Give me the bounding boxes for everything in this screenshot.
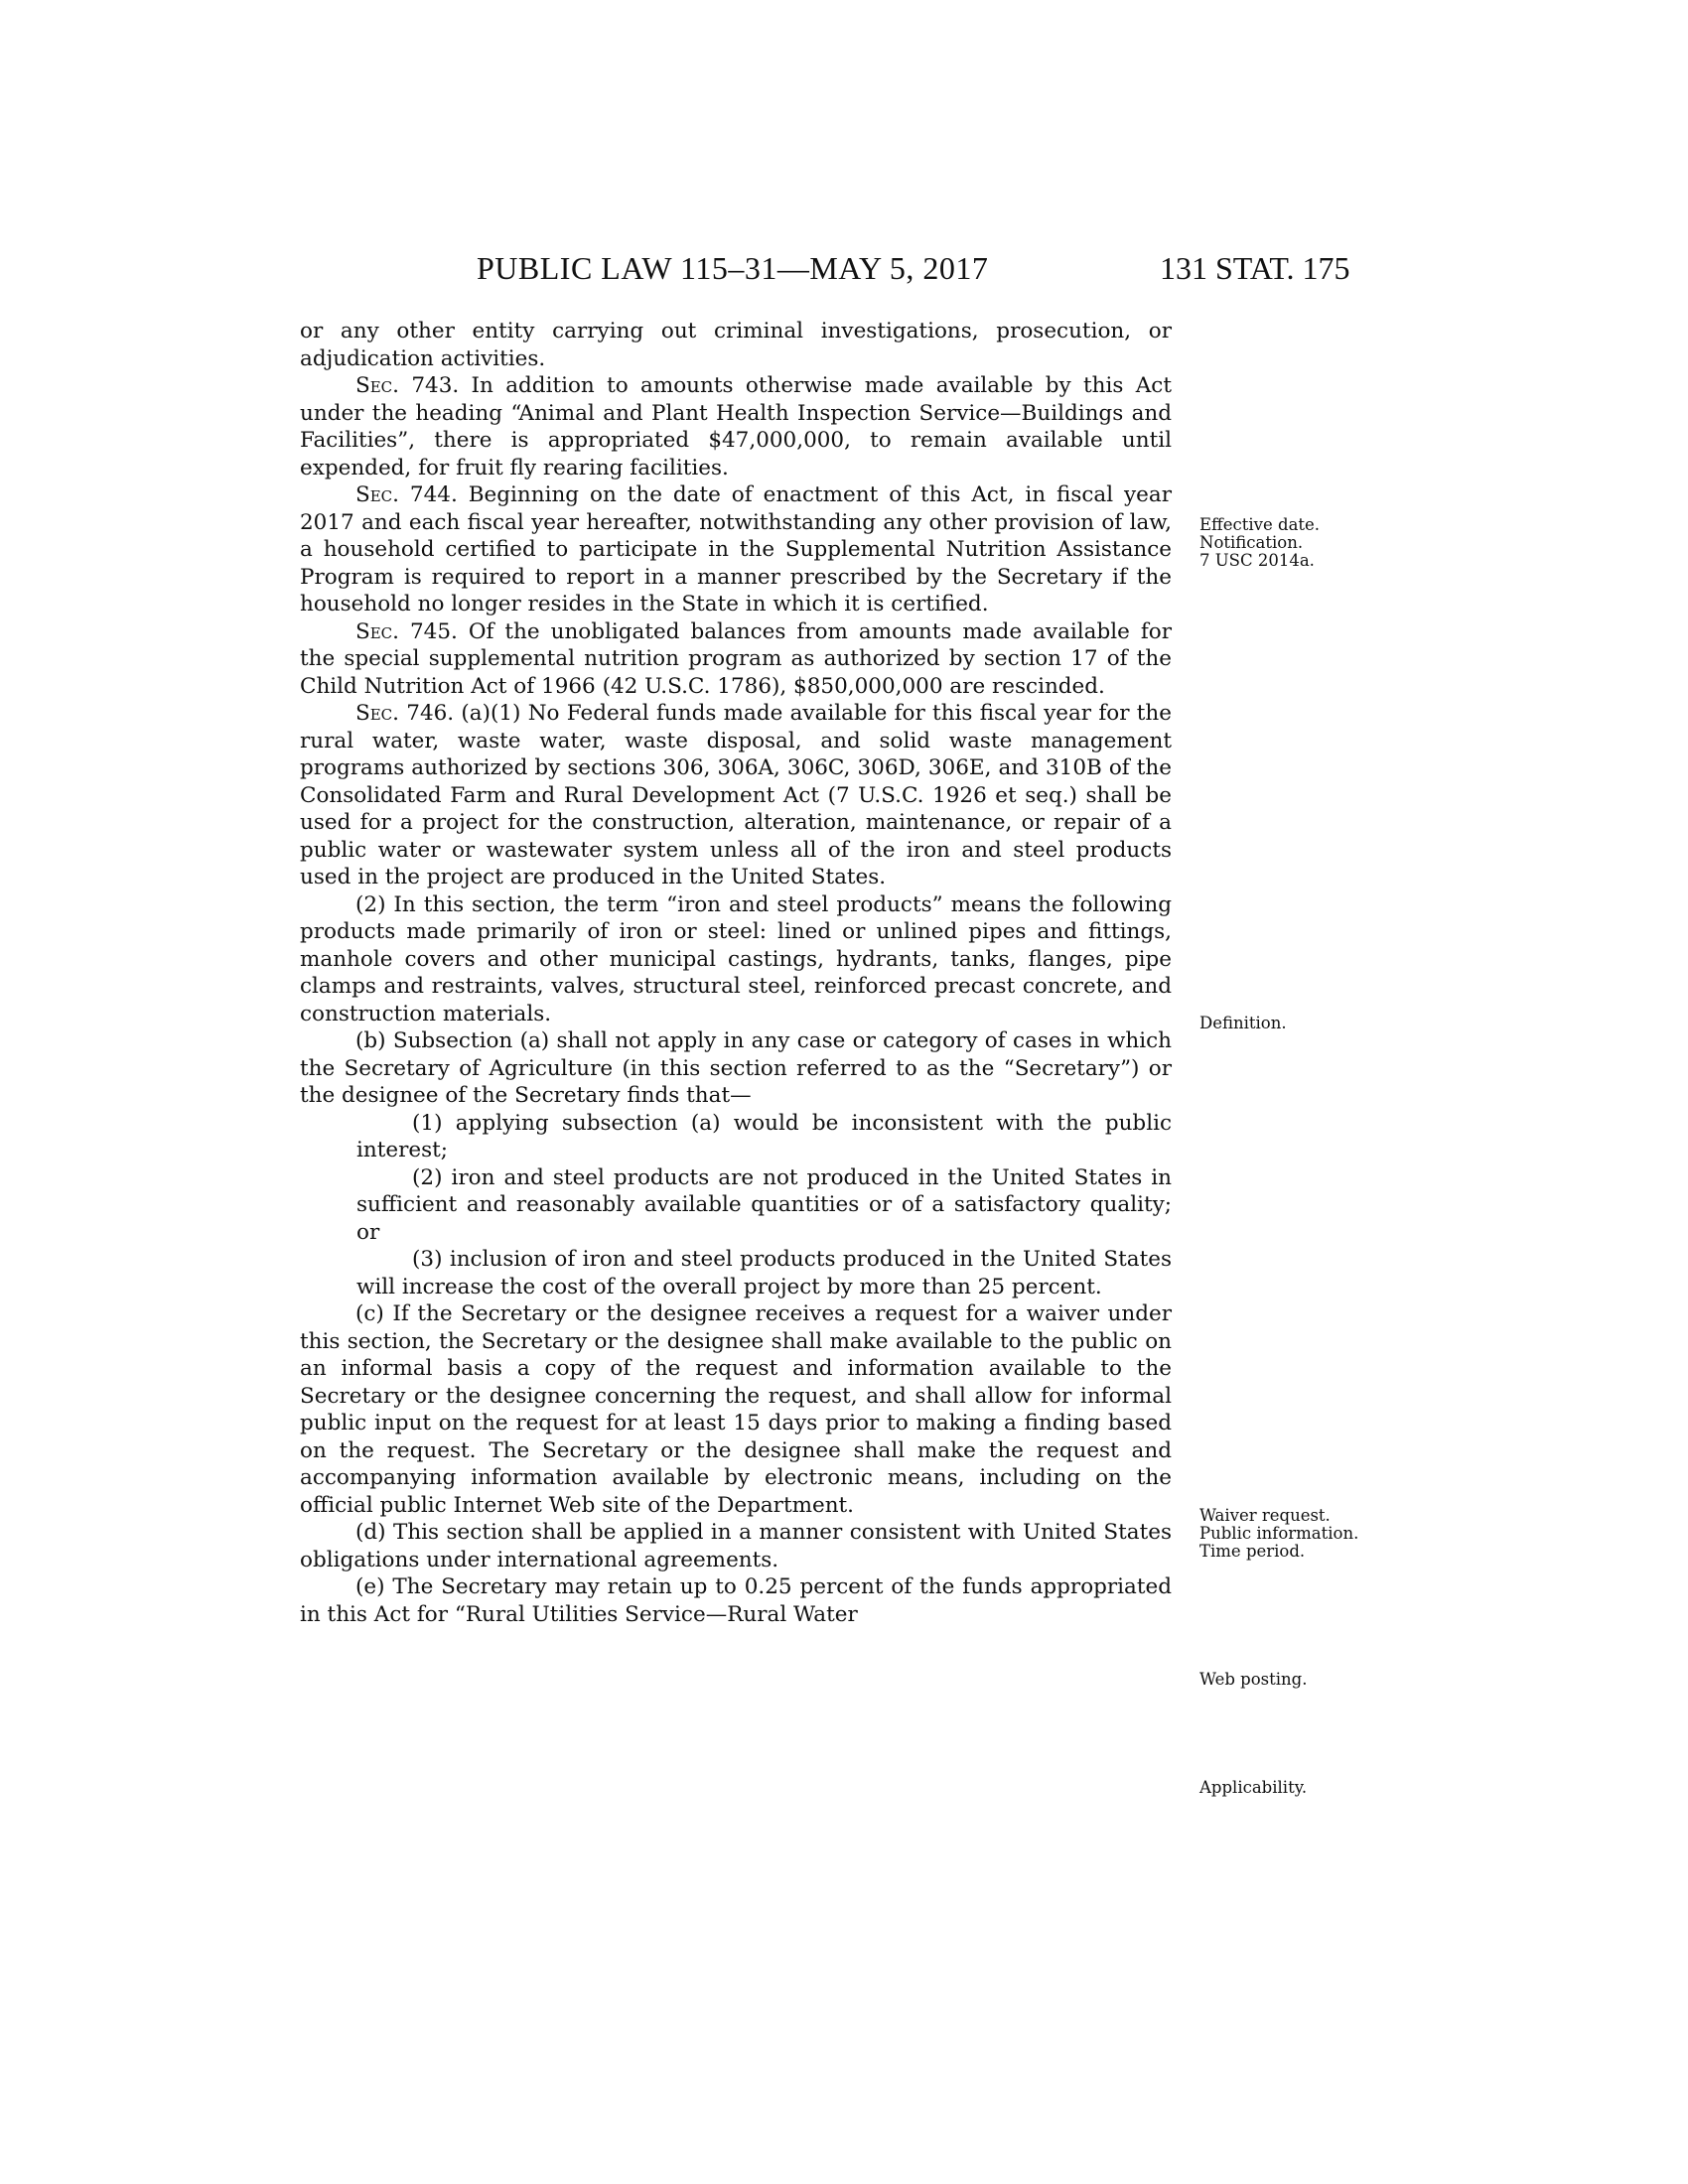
subsection-b3: (3) inclusion of iron and steel products produced in the United States will increase the cost of the overall project by more than 25 percent. — [356, 1247, 1172, 1299]
subsection-b: (b) Subsection (a) shall not apply in any case or category of cases in which the Secretary of Agriculture (in this section referred to as the “Secretary”) or the designee of the Secretary finds that— — [300, 1028, 1172, 1108]
margin-note-effective-date: Effective date. — [1199, 515, 1321, 534]
section-746 — [300, 700, 1172, 891]
subsection-c: (c) If the Secretary or the designee receives a request for a waiver under this section, the Secretary or the designee shall make available to the public on an informal basis a copy of the request and information available to the Secretary or the designee concerning the request, and shall allow for informal public input on the request for at least 15 days prior to making a finding based on the request. The Secretary or the designee shall make the request and accompanying information available by electronic means, including on the official public Internet Web site of the Department. — [300, 1301, 1172, 1518]
section-label: Sec — [355, 482, 393, 507]
margin-note-usc: 7 USC 2014a. — [1199, 551, 1315, 570]
page-header — [0, 250, 1688, 290]
subsection-d: (d) This section shall be applied in a manner consistent with United States obligations under international agreements. — [300, 1520, 1172, 1572]
margin-note-definition: Definition. — [1199, 1014, 1287, 1032]
section-label: Sec — [355, 373, 393, 398]
section-743-text: . 743. In addition to amounts otherwise made available by this Act under the heading “Animal and Plant Health Inspection Service—Buildings and Facilities”, there is appropriated $47,000,000, to remain available until expended, for fruit fly rearing facilities. — [300, 373, 1172, 480]
section-745 — [300, 618, 1172, 701]
section-label: Sec — [355, 618, 393, 644]
margin-note-web-posting: Web posting. — [1199, 1670, 1308, 1689]
section-745-text: . 745. Of the unobligated balances from amounts made available for the special supplemental nutrition program as authorized by section 17 of the Child Nutrition Act of 1966 (42 U.S.C. 1786), $850,000,000 are rescinded. — [300, 618, 1172, 699]
page-reference: 131 STAT. 175 — [1160, 250, 1350, 286]
running-head: PUBLIC LAW 115–31—MAY 5, 2017 — [477, 250, 989, 286]
subsection-b2: (2) iron and steel products are not produced in the United States in sufficient and reasonably available quantities or of a satisfactory quality; or — [356, 1164, 1172, 1245]
section-743 — [300, 372, 1172, 481]
subsection-e: (e) The Secretary may retain up to 0.25 percent of the funds appropriated in this Act for “Rural Utilities Service—Rural Water — [300, 1574, 1172, 1627]
margin-note-applicability: Applicability. — [1199, 1778, 1308, 1797]
section-744 — [300, 481, 1172, 618]
margin-note-sec746c — [1199, 1507, 1368, 1561]
margin-note-sec744 — [1199, 516, 1368, 570]
section-label: Sec — [355, 701, 393, 726]
margin-note-public-information: Public information. — [1199, 1524, 1359, 1543]
margin-note-time-period: Time period. — [1199, 1542, 1306, 1561]
subsection-a2: (2) In this section, the term “iron and steel products” means the following products made primarily of iron or steel: lined or unlined pipes and fittings, manhole covers and other municipal castings, hydrants, tanks, flanges, pipe clamps and restraints, valves, structural steel, reinforced precast concrete, and construction materials. — [300, 891, 1172, 1026]
paragraph-continuation: or any other entity carrying out criminal investigations, prosecution, or adjudication activities. — [300, 319, 1172, 371]
main-text — [300, 318, 1172, 1628]
margin-note-notification: Notification. — [1199, 533, 1304, 552]
section-746-text: . 746. (a)(1) No Federal funds made available for this fiscal year for the rural water, waste water, waste disposal, and solid waste management programs authorized by sections 306, 306A, 306C, 306D, 306E, and 310B of the Consolidated Farm and Rural Development Act (7 U.S.C. 1926 et seq.) shall be used for a project for the construction, alteration, maintenance, or repair of a public water or wastewater system unless all of the iron and steel products used in the project are produced in the United States. — [300, 701, 1172, 889]
margin-note-waiver-request: Waiver request. — [1199, 1506, 1331, 1525]
section-744-text: . 744. Beginning on the date of enactment of this Act, in fiscal year 2017 and each fiscal year hereafter, notwithstanding any other provision of law, a household certified to participate in the Supplemental Nutrition Assistance Program is required to report in a manner prescribed by the Secretary if the household no longer resides in the State in which it is certified. — [300, 482, 1172, 616]
subsection-b1: (1) applying subsection (a) would be inconsistent with the public interest; — [356, 1110, 1172, 1162]
